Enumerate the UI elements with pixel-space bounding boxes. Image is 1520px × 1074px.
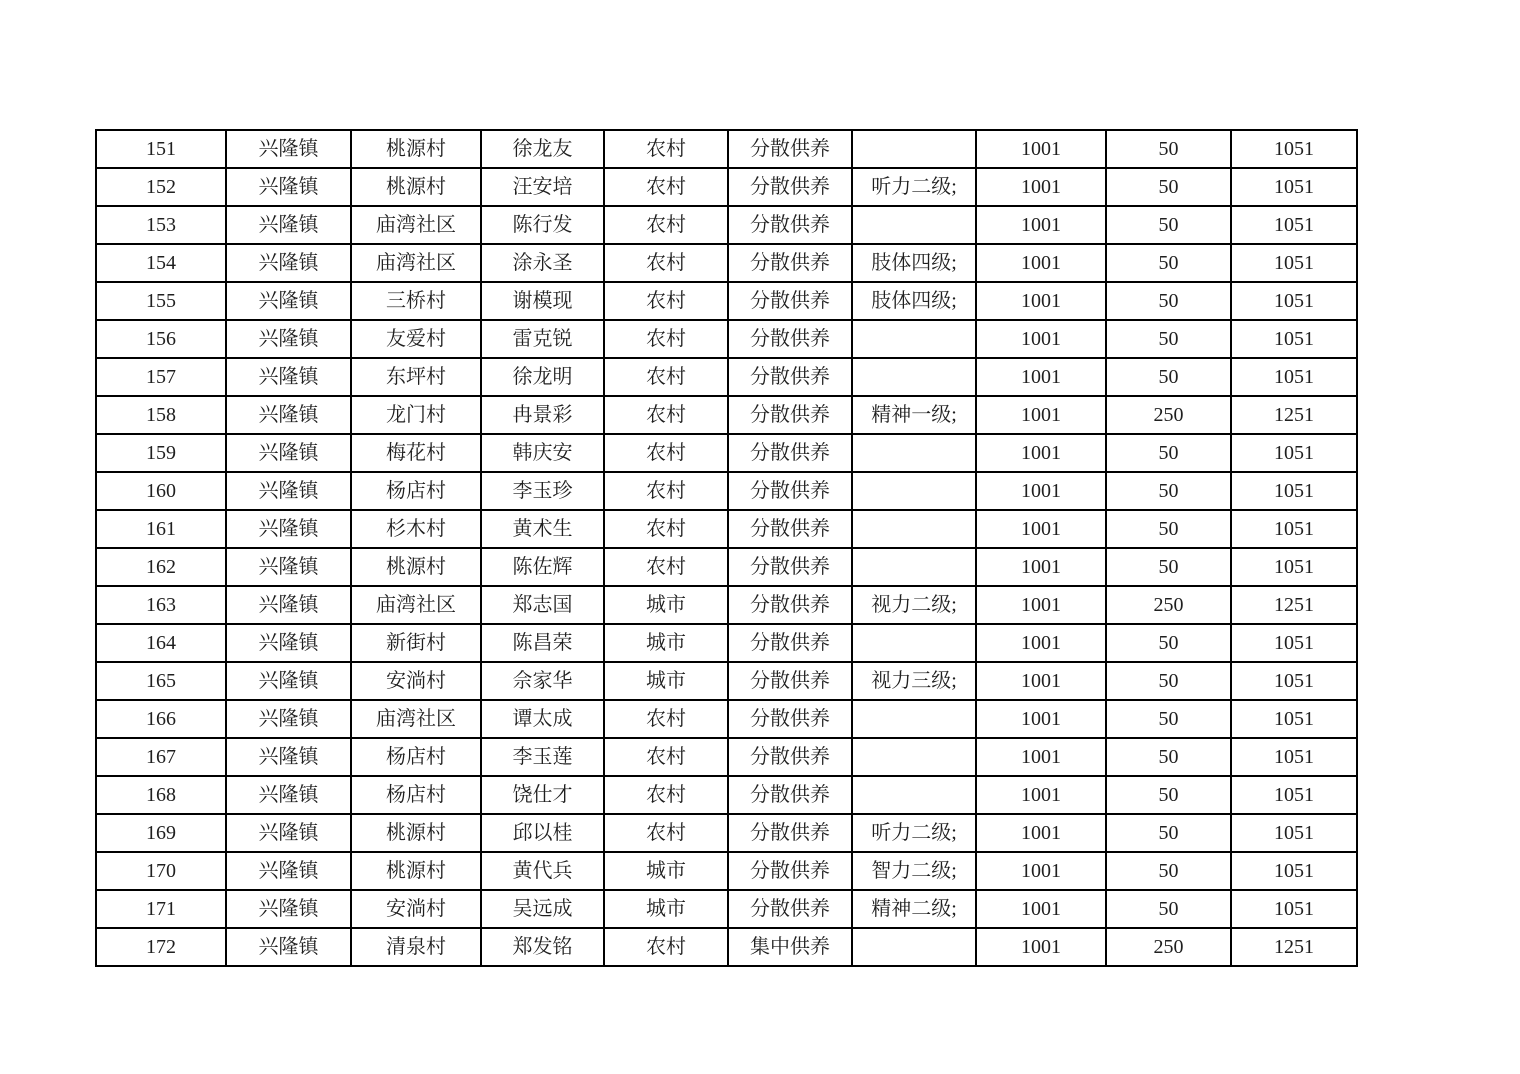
cell-person-name: 郑志国 bbox=[481, 586, 604, 624]
cell-serial-number: 154 bbox=[96, 244, 226, 282]
cell-residence-type: 农村 bbox=[604, 434, 728, 472]
cell-serial-number: 171 bbox=[96, 890, 226, 928]
cell-base-amount: 1001 bbox=[976, 700, 1106, 738]
cell-total-amount: 1051 bbox=[1231, 510, 1357, 548]
cell-base-amount: 1001 bbox=[976, 320, 1106, 358]
cell-town: 兴隆镇 bbox=[226, 738, 351, 776]
cell-total-amount: 1051 bbox=[1231, 434, 1357, 472]
cell-village: 友爱村 bbox=[351, 320, 481, 358]
cell-town: 兴隆镇 bbox=[226, 586, 351, 624]
cell-disability-grade bbox=[852, 320, 976, 358]
cell-village: 清泉村 bbox=[351, 928, 481, 966]
cell-village: 桃源村 bbox=[351, 130, 481, 168]
cell-residence-type: 城市 bbox=[604, 890, 728, 928]
cell-disability-grade: 听力二级; bbox=[852, 168, 976, 206]
cell-total-amount: 1051 bbox=[1231, 776, 1357, 814]
cell-residence-type: 农村 bbox=[604, 244, 728, 282]
cell-total-amount: 1051 bbox=[1231, 738, 1357, 776]
cell-town: 兴隆镇 bbox=[226, 776, 351, 814]
cell-subsidy-amount: 50 bbox=[1106, 206, 1231, 244]
cell-village: 杨店村 bbox=[351, 738, 481, 776]
cell-support-type: 分散供养 bbox=[728, 244, 852, 282]
cell-serial-number: 165 bbox=[96, 662, 226, 700]
cell-village: 新街村 bbox=[351, 624, 481, 662]
table-row bbox=[96, 244, 1357, 282]
cell-base-amount: 1001 bbox=[976, 130, 1106, 168]
cell-subsidy-amount: 50 bbox=[1106, 282, 1231, 320]
cell-base-amount: 1001 bbox=[976, 472, 1106, 510]
cell-village: 杨店村 bbox=[351, 472, 481, 510]
cell-total-amount: 1051 bbox=[1231, 852, 1357, 890]
cell-subsidy-amount: 50 bbox=[1106, 320, 1231, 358]
table-row bbox=[96, 320, 1357, 358]
cell-base-amount: 1001 bbox=[976, 624, 1106, 662]
cell-serial-number: 170 bbox=[96, 852, 226, 890]
cell-person-name: 陈昌荣 bbox=[481, 624, 604, 662]
cell-person-name: 饶仕才 bbox=[481, 776, 604, 814]
cell-town: 兴隆镇 bbox=[226, 852, 351, 890]
cell-person-name: 佘家华 bbox=[481, 662, 604, 700]
cell-support-type: 分散供养 bbox=[728, 206, 852, 244]
table-row bbox=[96, 206, 1357, 244]
table-row bbox=[96, 814, 1357, 852]
cell-base-amount: 1001 bbox=[976, 586, 1106, 624]
cell-total-amount: 1051 bbox=[1231, 548, 1357, 586]
cell-support-type: 分散供养 bbox=[728, 814, 852, 852]
cell-total-amount: 1051 bbox=[1231, 358, 1357, 396]
table-row bbox=[96, 434, 1357, 472]
cell-person-name: 谢模现 bbox=[481, 282, 604, 320]
cell-residence-type: 农村 bbox=[604, 776, 728, 814]
cell-subsidy-amount: 250 bbox=[1106, 396, 1231, 434]
cell-village: 杨店村 bbox=[351, 776, 481, 814]
cell-village: 庙湾社区 bbox=[351, 244, 481, 282]
cell-base-amount: 1001 bbox=[976, 358, 1106, 396]
cell-subsidy-amount: 50 bbox=[1106, 738, 1231, 776]
cell-support-type: 分散供养 bbox=[728, 358, 852, 396]
table-row bbox=[96, 776, 1357, 814]
cell-residence-type: 城市 bbox=[604, 852, 728, 890]
cell-base-amount: 1001 bbox=[976, 548, 1106, 586]
table-row bbox=[96, 662, 1357, 700]
cell-disability-grade: 智力二级; bbox=[852, 852, 976, 890]
table-row bbox=[96, 282, 1357, 320]
cell-serial-number: 172 bbox=[96, 928, 226, 966]
records-table-body bbox=[96, 130, 1357, 966]
cell-person-name: 徐龙友 bbox=[481, 130, 604, 168]
cell-disability-grade: 精神二级; bbox=[852, 890, 976, 928]
cell-person-name: 陈行发 bbox=[481, 206, 604, 244]
cell-town: 兴隆镇 bbox=[226, 928, 351, 966]
cell-total-amount: 1051 bbox=[1231, 662, 1357, 700]
cell-support-type: 分散供养 bbox=[728, 852, 852, 890]
cell-residence-type: 城市 bbox=[604, 624, 728, 662]
cell-subsidy-amount: 50 bbox=[1106, 358, 1231, 396]
cell-total-amount: 1051 bbox=[1231, 244, 1357, 282]
cell-disability-grade bbox=[852, 358, 976, 396]
cell-subsidy-amount: 50 bbox=[1106, 890, 1231, 928]
cell-town: 兴隆镇 bbox=[226, 206, 351, 244]
cell-village: 桃源村 bbox=[351, 168, 481, 206]
cell-town: 兴隆镇 bbox=[226, 890, 351, 928]
cell-base-amount: 1001 bbox=[976, 206, 1106, 244]
cell-subsidy-amount: 50 bbox=[1106, 434, 1231, 472]
cell-base-amount: 1001 bbox=[976, 776, 1106, 814]
cell-person-name: 涂永圣 bbox=[481, 244, 604, 282]
table-row bbox=[96, 890, 1357, 928]
cell-residence-type: 农村 bbox=[604, 168, 728, 206]
table-row bbox=[96, 472, 1357, 510]
cell-subsidy-amount: 50 bbox=[1106, 130, 1231, 168]
cell-subsidy-amount: 50 bbox=[1106, 168, 1231, 206]
table-row bbox=[96, 510, 1357, 548]
cell-person-name: 徐龙明 bbox=[481, 358, 604, 396]
cell-town: 兴隆镇 bbox=[226, 700, 351, 738]
cell-support-type: 分散供养 bbox=[728, 548, 852, 586]
cell-town: 兴隆镇 bbox=[226, 510, 351, 548]
cell-support-type: 分散供养 bbox=[728, 738, 852, 776]
cell-residence-type: 城市 bbox=[604, 586, 728, 624]
cell-support-type: 分散供养 bbox=[728, 282, 852, 320]
cell-total-amount: 1051 bbox=[1231, 130, 1357, 168]
cell-serial-number: 163 bbox=[96, 586, 226, 624]
cell-total-amount: 1051 bbox=[1231, 624, 1357, 662]
table-row bbox=[96, 396, 1357, 434]
cell-subsidy-amount: 250 bbox=[1106, 586, 1231, 624]
table-row bbox=[96, 738, 1357, 776]
cell-residence-type: 农村 bbox=[604, 814, 728, 852]
cell-town: 兴隆镇 bbox=[226, 396, 351, 434]
cell-base-amount: 1001 bbox=[976, 890, 1106, 928]
cell-disability-grade: 视力二级; bbox=[852, 586, 976, 624]
cell-support-type: 分散供养 bbox=[728, 472, 852, 510]
cell-subsidy-amount: 50 bbox=[1106, 814, 1231, 852]
cell-support-type: 分散供养 bbox=[728, 168, 852, 206]
cell-person-name: 汪安培 bbox=[481, 168, 604, 206]
cell-support-type: 分散供养 bbox=[728, 320, 852, 358]
cell-village: 安淌村 bbox=[351, 890, 481, 928]
cell-support-type: 集中供养 bbox=[728, 928, 852, 966]
cell-disability-grade: 精神一级; bbox=[852, 396, 976, 434]
cell-support-type: 分散供养 bbox=[728, 890, 852, 928]
cell-base-amount: 1001 bbox=[976, 662, 1106, 700]
cell-person-name: 谭太成 bbox=[481, 700, 604, 738]
cell-disability-grade bbox=[852, 548, 976, 586]
cell-disability-grade: 肢体四级; bbox=[852, 244, 976, 282]
cell-support-type: 分散供养 bbox=[728, 396, 852, 434]
cell-person-name: 冉景彩 bbox=[481, 396, 604, 434]
cell-person-name: 邱以桂 bbox=[481, 814, 604, 852]
cell-village: 桃源村 bbox=[351, 548, 481, 586]
cell-serial-number: 166 bbox=[96, 700, 226, 738]
cell-serial-number: 160 bbox=[96, 472, 226, 510]
cell-base-amount: 1001 bbox=[976, 244, 1106, 282]
cell-serial-number: 152 bbox=[96, 168, 226, 206]
cell-residence-type: 农村 bbox=[604, 206, 728, 244]
table-row bbox=[96, 700, 1357, 738]
cell-serial-number: 157 bbox=[96, 358, 226, 396]
cell-support-type: 分散供养 bbox=[728, 130, 852, 168]
cell-person-name: 雷克锐 bbox=[481, 320, 604, 358]
cell-subsidy-amount: 50 bbox=[1106, 624, 1231, 662]
cell-village: 龙门村 bbox=[351, 396, 481, 434]
cell-disability-grade bbox=[852, 206, 976, 244]
cell-disability-grade: 肢体四级; bbox=[852, 282, 976, 320]
cell-serial-number: 158 bbox=[96, 396, 226, 434]
cell-residence-type: 农村 bbox=[604, 700, 728, 738]
cell-town: 兴隆镇 bbox=[226, 282, 351, 320]
cell-subsidy-amount: 50 bbox=[1106, 852, 1231, 890]
cell-disability-grade bbox=[852, 928, 976, 966]
cell-village: 桃源村 bbox=[351, 852, 481, 890]
cell-total-amount: 1251 bbox=[1231, 928, 1357, 966]
cell-person-name: 韩庆安 bbox=[481, 434, 604, 472]
cell-support-type: 分散供养 bbox=[728, 434, 852, 472]
cell-person-name: 吴远成 bbox=[481, 890, 604, 928]
cell-subsidy-amount: 50 bbox=[1106, 700, 1231, 738]
cell-residence-type: 农村 bbox=[604, 928, 728, 966]
cell-serial-number: 155 bbox=[96, 282, 226, 320]
cell-subsidy-amount: 250 bbox=[1106, 928, 1231, 966]
cell-village: 梅花村 bbox=[351, 434, 481, 472]
cell-disability-grade bbox=[852, 472, 976, 510]
cell-disability-grade bbox=[852, 130, 976, 168]
cell-base-amount: 1001 bbox=[976, 282, 1106, 320]
cell-total-amount: 1051 bbox=[1231, 282, 1357, 320]
cell-total-amount: 1251 bbox=[1231, 396, 1357, 434]
cell-support-type: 分散供养 bbox=[728, 700, 852, 738]
cell-base-amount: 1001 bbox=[976, 434, 1106, 472]
table-row bbox=[96, 358, 1357, 396]
cell-disability-grade bbox=[852, 738, 976, 776]
cell-serial-number: 159 bbox=[96, 434, 226, 472]
cell-village: 东坪村 bbox=[351, 358, 481, 396]
cell-residence-type: 农村 bbox=[604, 358, 728, 396]
records-table-container bbox=[95, 129, 1358, 967]
cell-total-amount: 1051 bbox=[1231, 890, 1357, 928]
cell-total-amount: 1251 bbox=[1231, 586, 1357, 624]
cell-town: 兴隆镇 bbox=[226, 434, 351, 472]
cell-total-amount: 1051 bbox=[1231, 320, 1357, 358]
cell-residence-type: 城市 bbox=[604, 662, 728, 700]
cell-support-type: 分散供养 bbox=[728, 624, 852, 662]
cell-support-type: 分散供养 bbox=[728, 662, 852, 700]
cell-town: 兴隆镇 bbox=[226, 358, 351, 396]
cell-subsidy-amount: 50 bbox=[1106, 776, 1231, 814]
cell-total-amount: 1051 bbox=[1231, 814, 1357, 852]
cell-support-type: 分散供养 bbox=[728, 586, 852, 624]
cell-disability-grade bbox=[852, 624, 976, 662]
cell-subsidy-amount: 50 bbox=[1106, 244, 1231, 282]
records-table bbox=[95, 129, 1358, 967]
cell-support-type: 分散供养 bbox=[728, 510, 852, 548]
cell-disability-grade: 听力二级; bbox=[852, 814, 976, 852]
cell-town: 兴隆镇 bbox=[226, 244, 351, 282]
cell-base-amount: 1001 bbox=[976, 168, 1106, 206]
cell-residence-type: 农村 bbox=[604, 472, 728, 510]
table-row bbox=[96, 548, 1357, 586]
cell-village: 安淌村 bbox=[351, 662, 481, 700]
cell-residence-type: 农村 bbox=[604, 510, 728, 548]
table-row bbox=[96, 928, 1357, 966]
cell-town: 兴隆镇 bbox=[226, 662, 351, 700]
cell-total-amount: 1051 bbox=[1231, 700, 1357, 738]
cell-disability-grade: 视力三级; bbox=[852, 662, 976, 700]
cell-base-amount: 1001 bbox=[976, 396, 1106, 434]
cell-serial-number: 153 bbox=[96, 206, 226, 244]
cell-base-amount: 1001 bbox=[976, 852, 1106, 890]
cell-total-amount: 1051 bbox=[1231, 206, 1357, 244]
cell-town: 兴隆镇 bbox=[226, 168, 351, 206]
cell-disability-grade bbox=[852, 700, 976, 738]
cell-village: 庙湾社区 bbox=[351, 700, 481, 738]
cell-town: 兴隆镇 bbox=[226, 130, 351, 168]
cell-person-name: 陈佐辉 bbox=[481, 548, 604, 586]
cell-base-amount: 1001 bbox=[976, 928, 1106, 966]
cell-village: 杉木村 bbox=[351, 510, 481, 548]
cell-subsidy-amount: 50 bbox=[1106, 662, 1231, 700]
cell-serial-number: 169 bbox=[96, 814, 226, 852]
cell-person-name: 黄术生 bbox=[481, 510, 604, 548]
cell-serial-number: 162 bbox=[96, 548, 226, 586]
table-row bbox=[96, 852, 1357, 890]
cell-support-type: 分散供养 bbox=[728, 776, 852, 814]
cell-subsidy-amount: 50 bbox=[1106, 548, 1231, 586]
cell-town: 兴隆镇 bbox=[226, 320, 351, 358]
cell-disability-grade bbox=[852, 434, 976, 472]
cell-person-name: 黄代兵 bbox=[481, 852, 604, 890]
cell-person-name: 李玉珍 bbox=[481, 472, 604, 510]
cell-subsidy-amount: 50 bbox=[1106, 510, 1231, 548]
cell-serial-number: 161 bbox=[96, 510, 226, 548]
cell-disability-grade bbox=[852, 510, 976, 548]
cell-serial-number: 168 bbox=[96, 776, 226, 814]
cell-village: 桃源村 bbox=[351, 814, 481, 852]
table-row bbox=[96, 168, 1357, 206]
cell-residence-type: 农村 bbox=[604, 320, 728, 358]
cell-serial-number: 164 bbox=[96, 624, 226, 662]
cell-village: 三桥村 bbox=[351, 282, 481, 320]
cell-residence-type: 农村 bbox=[604, 548, 728, 586]
cell-total-amount: 1051 bbox=[1231, 472, 1357, 510]
table-row bbox=[96, 130, 1357, 168]
cell-base-amount: 1001 bbox=[976, 738, 1106, 776]
cell-total-amount: 1051 bbox=[1231, 168, 1357, 206]
cell-town: 兴隆镇 bbox=[226, 624, 351, 662]
cell-person-name: 郑发铭 bbox=[481, 928, 604, 966]
cell-village: 庙湾社区 bbox=[351, 206, 481, 244]
cell-village: 庙湾社区 bbox=[351, 586, 481, 624]
table-row bbox=[96, 624, 1357, 662]
cell-residence-type: 农村 bbox=[604, 396, 728, 434]
table-row bbox=[96, 586, 1357, 624]
cell-town: 兴隆镇 bbox=[226, 472, 351, 510]
cell-serial-number: 151 bbox=[96, 130, 226, 168]
cell-residence-type: 农村 bbox=[604, 130, 728, 168]
cell-serial-number: 156 bbox=[96, 320, 226, 358]
cell-town: 兴隆镇 bbox=[226, 814, 351, 852]
cell-serial-number: 167 bbox=[96, 738, 226, 776]
cell-residence-type: 农村 bbox=[604, 738, 728, 776]
cell-base-amount: 1001 bbox=[976, 814, 1106, 852]
cell-person-name: 李玉莲 bbox=[481, 738, 604, 776]
cell-town: 兴隆镇 bbox=[226, 548, 351, 586]
cell-base-amount: 1001 bbox=[976, 510, 1106, 548]
cell-residence-type: 农村 bbox=[604, 282, 728, 320]
cell-disability-grade bbox=[852, 776, 976, 814]
cell-subsidy-amount: 50 bbox=[1106, 472, 1231, 510]
